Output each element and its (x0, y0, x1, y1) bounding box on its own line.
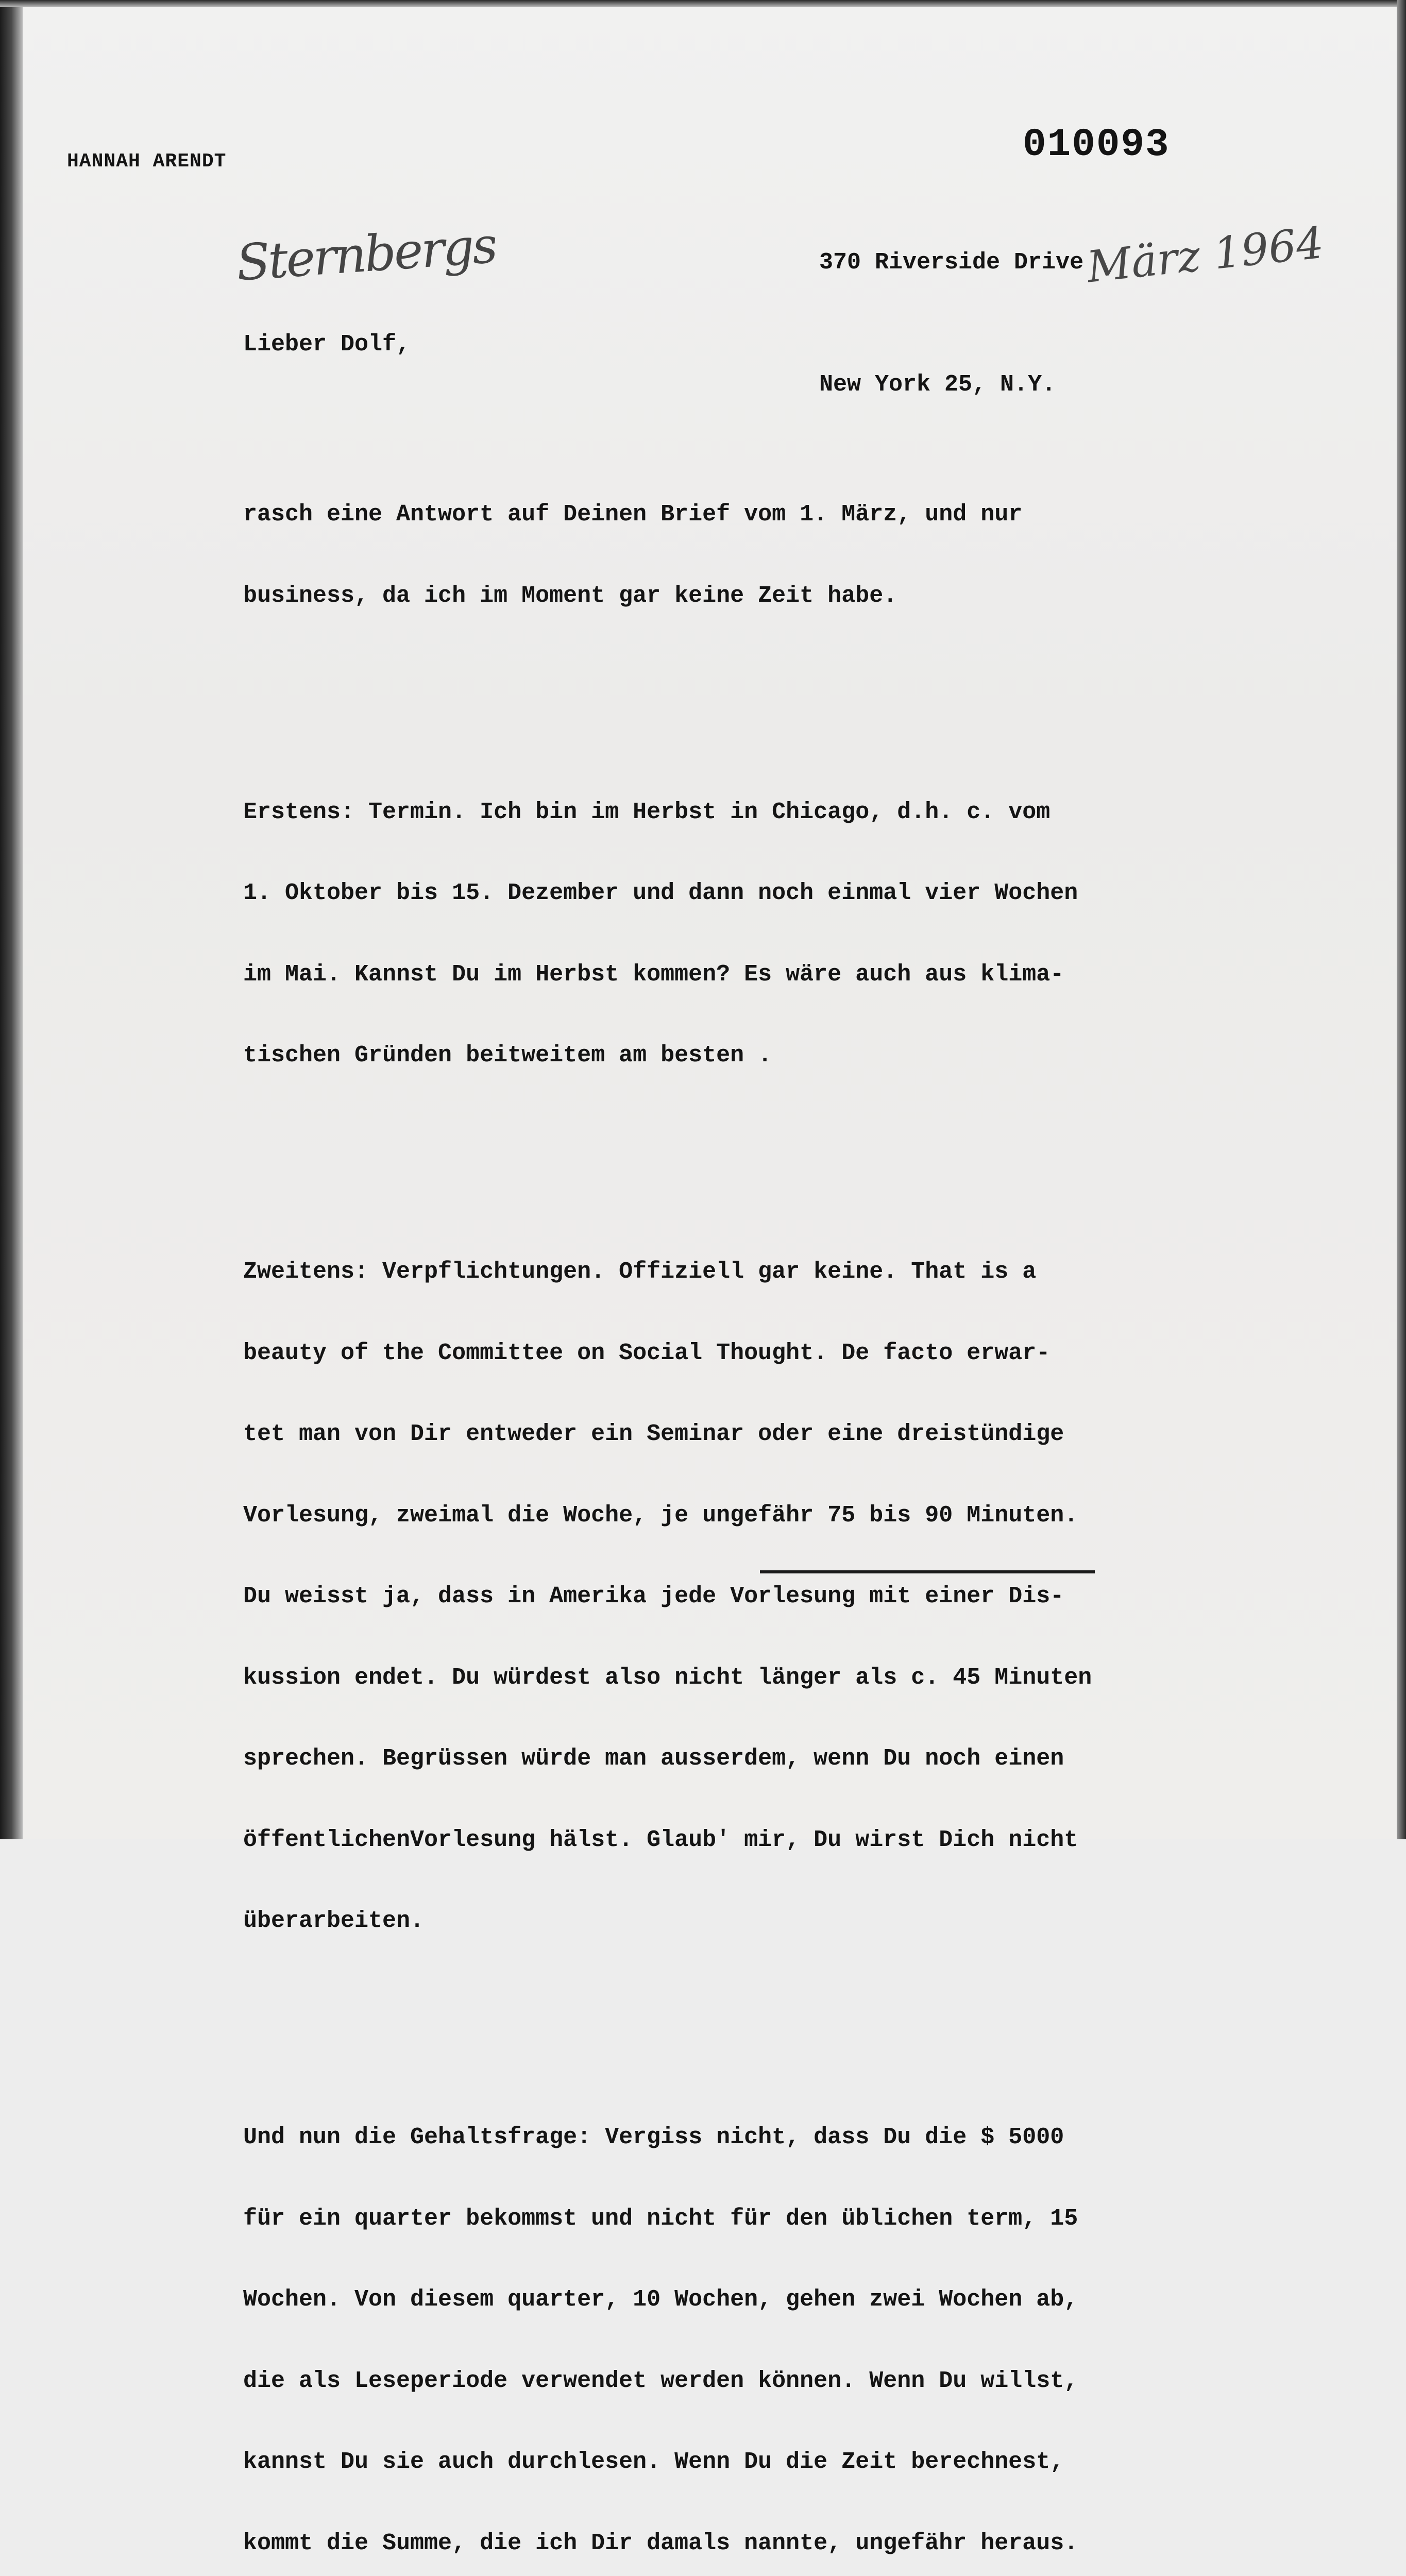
scan-edge-right (1397, 0, 1406, 1839)
text-line: Wochen. Von diesem quarter, 10 Wochen, gehen zwei Wochen ab, (243, 2286, 1078, 2313)
text-line: kannst Du sie auch durchlesen. Wenn Du die Zeit berechnest, (243, 2449, 1064, 2475)
text-line: überarbeiten. (243, 1908, 425, 1934)
paragraph-intro (243, 447, 1106, 664)
text-line: rasch eine Antwort auf Deinen Brief vom 1. März, und nur (243, 501, 1023, 528)
paragraph-verpflichtungen (243, 1205, 1106, 1989)
handwritten-name: Sternbergs (234, 216, 498, 292)
address-line: New York 25, N.Y. (819, 371, 1056, 398)
paragraph-termin (243, 745, 1106, 1124)
text-line: kommt die Summe, die ich Dir damals nannte, ungefähr heraus. (243, 2530, 1078, 2556)
text-line: Vorlesung, zweimal die Woche, je ungefähr 75 bis 90 Minuten. (243, 1502, 1078, 1529)
text-line: öffentlichenVorlesung hälst. Glaub' mir, Du wirst Dich nicht (243, 1826, 1078, 1853)
text-line: Und nun die Gehaltsfrage: Vergiss nicht, dass Du die $ 5000 (243, 2124, 1064, 2150)
text-line: tischen Gründen beitweitem am besten . (243, 1042, 772, 1069)
text-line: im Mai. Kannst Du im Herbst kommen? Es wäre auch aus klima- (243, 961, 1064, 988)
sender-name: HANNAH ARENDT (67, 150, 227, 173)
scan-edge-top (0, 0, 1406, 7)
scan-edge-left (0, 0, 23, 1839)
text-line: für ein quarter bekommst und nicht für den üblichen term, 15 (243, 2205, 1078, 2232)
letter-body (243, 393, 1106, 2576)
archive-number: 010093 (1023, 123, 1170, 167)
handwritten-date: März 1964 (1085, 217, 1326, 293)
salutation: Lieber Dolf, (243, 331, 411, 358)
text-line: kussion endet. Du würdest also nicht länger als c. 45 Minuten (243, 1664, 1092, 1691)
text-line: tet man von Dir entweder ein Seminar oder eine dreistündige (243, 1421, 1064, 1447)
paragraph-gehaltsfrage (243, 2070, 1106, 2576)
text-line: Erstens: Termin. Ich bin im Herbst in Chicago, d.h. c. vom (243, 799, 1051, 825)
address-line: 370 Riverside Drive (819, 249, 1084, 276)
text-line: beauty of the Committee on Social Thought. De facto erwar- (243, 1340, 1051, 1366)
text-line: die als Leseperiode verwendet werden können. Wenn Du willst, (243, 2367, 1078, 2394)
text-line: Zweitens: Verpflichtungen. Offiziell gar keine. That is a (243, 1259, 1037, 1285)
text-line: business, da ich im Moment gar keine Zeit habe. (243, 582, 897, 609)
text-line: Du weisst ja, dass in Amerika jede Vorlesung mit einer Dis- (243, 1583, 1064, 1609)
text-line: sprechen. Begrüssen würde man ausserdem, wenn Du noch einen (243, 1745, 1064, 1772)
signature-line (760, 1570, 1095, 1573)
text-line: 1. Oktober bis 15. Dezember und dann noch einmal vier Wochen (243, 880, 1078, 906)
